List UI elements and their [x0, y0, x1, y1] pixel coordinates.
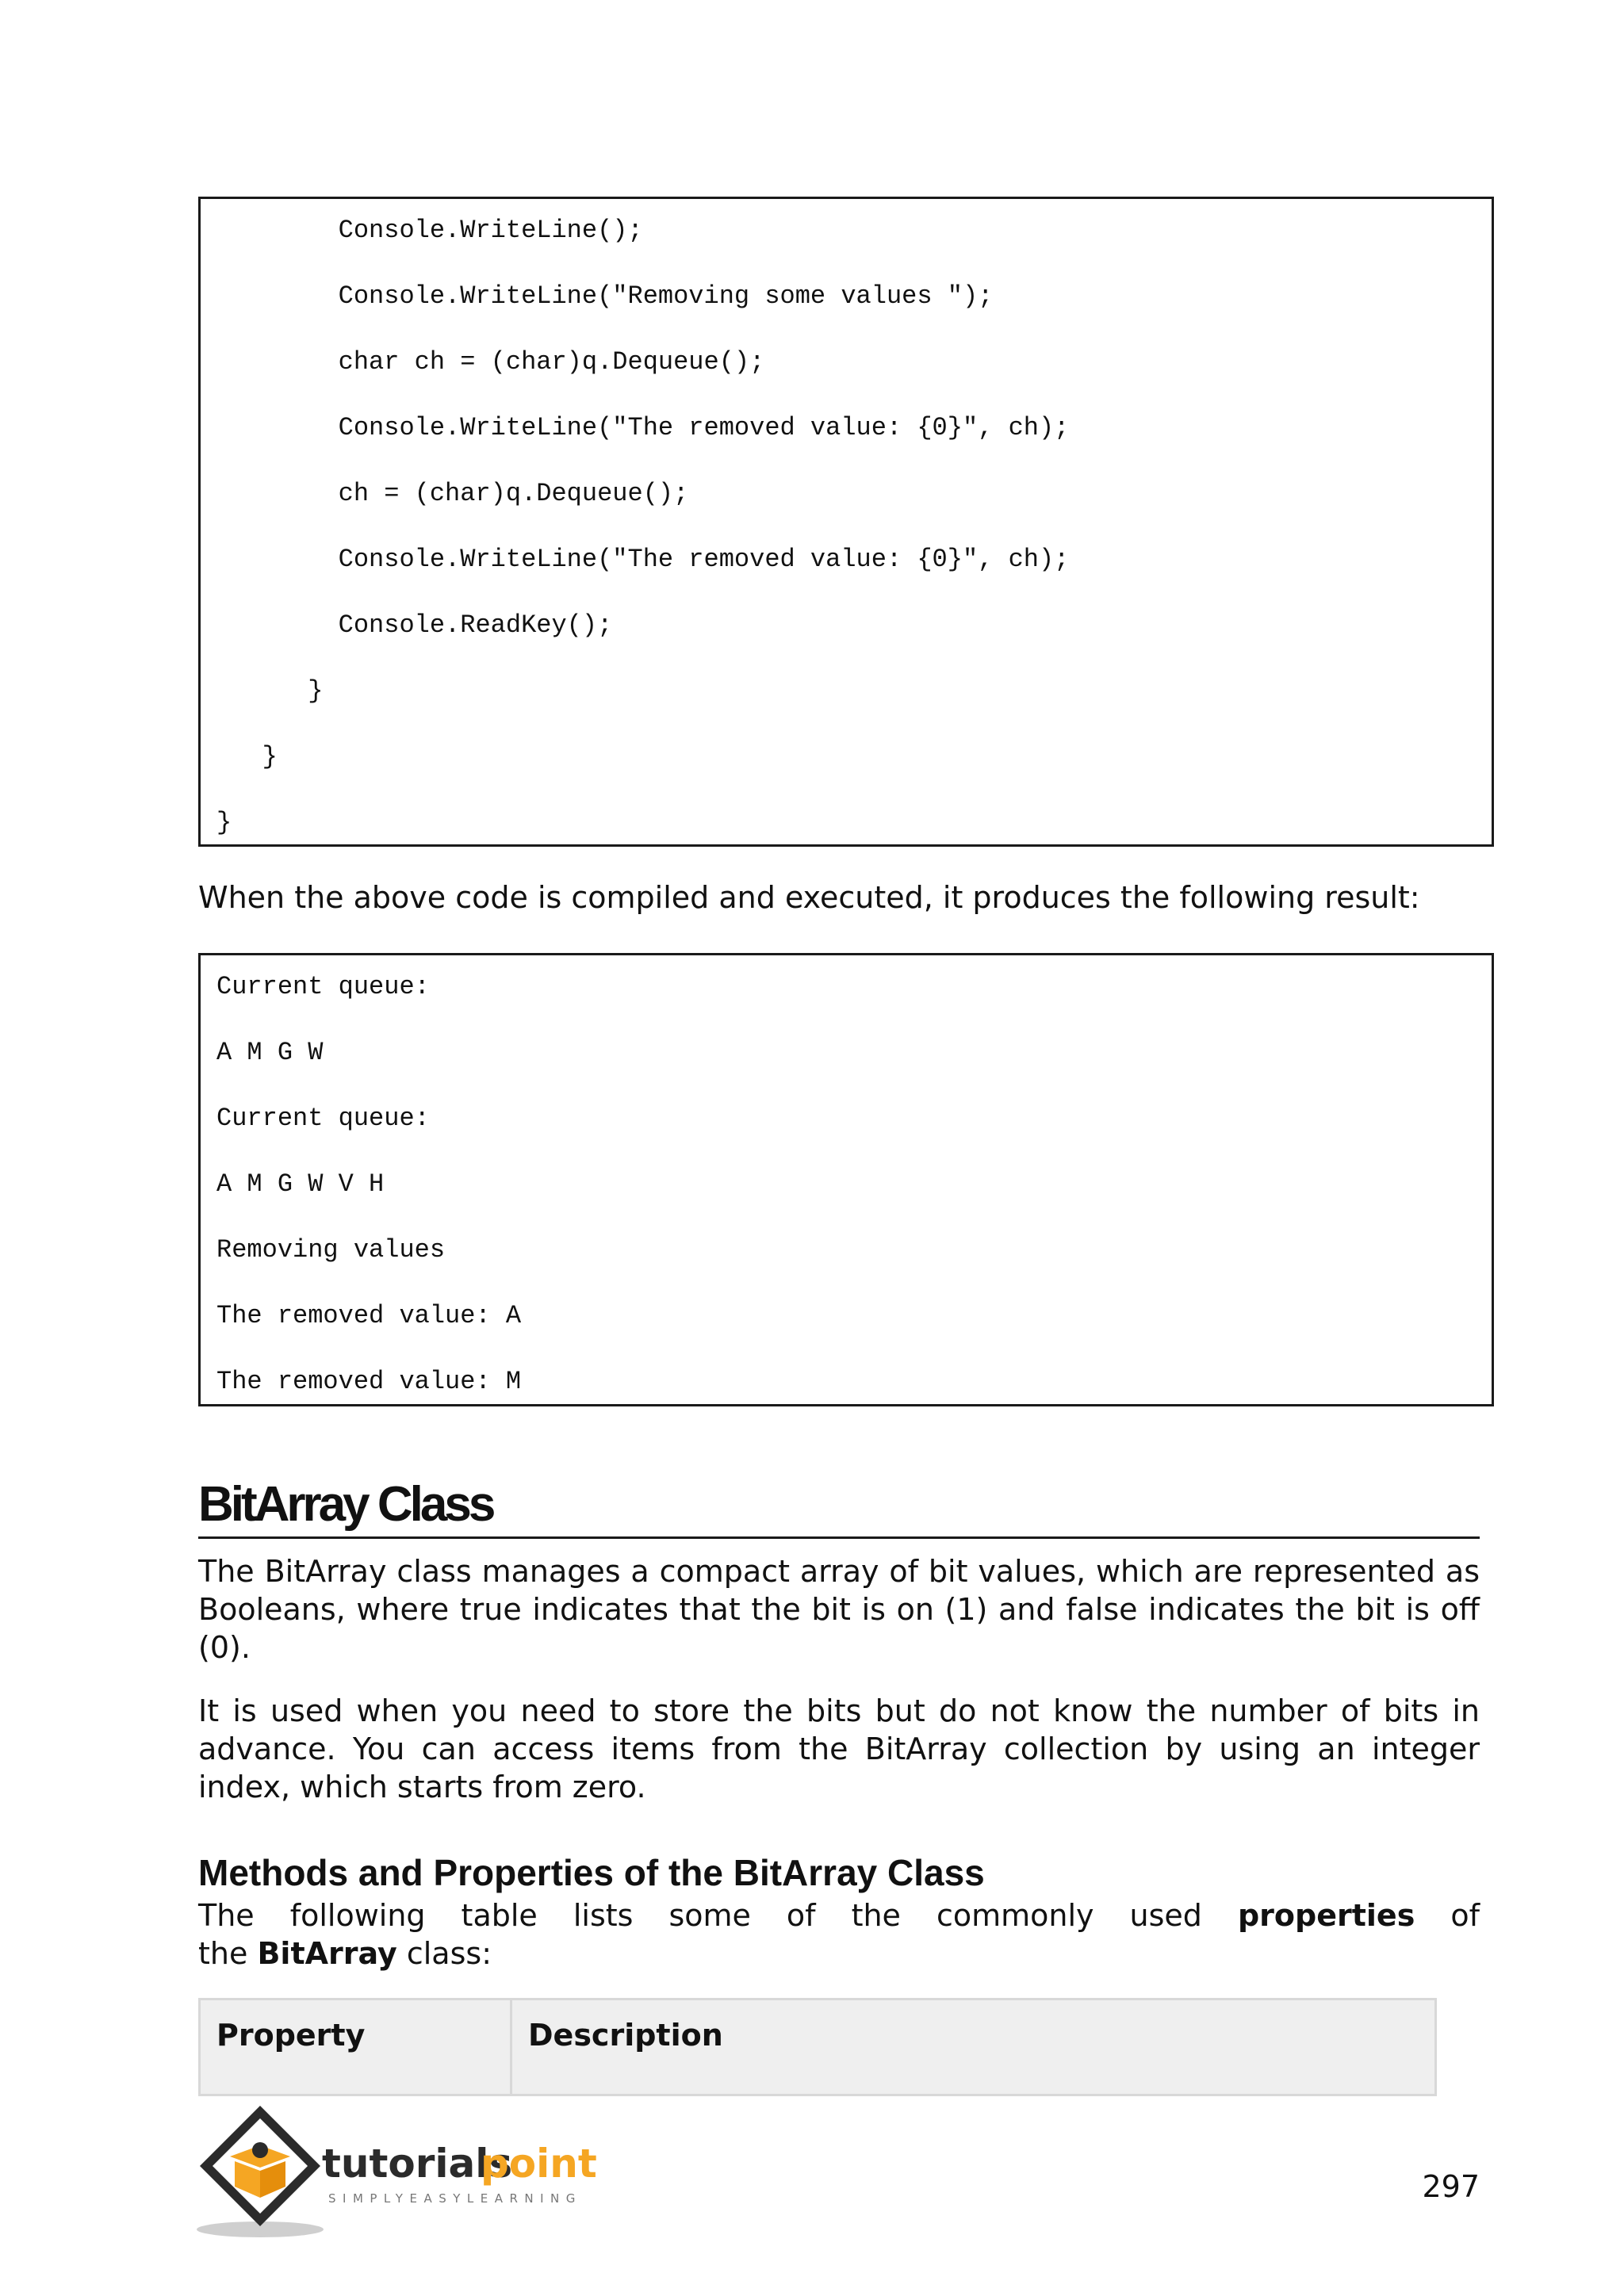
code-line: Console.WriteLine("The removed value: {0}", ch);: [216, 413, 1070, 442]
section-paragraph-2: It is used when you need to store the bits but do not know the number of bits in advance. You can access items from the BitArray collection by using an integer index, which starts from zero.: [198, 1693, 1480, 1804]
code-line: Console.ReadKey();: [216, 610, 613, 640]
logo-graphic: [195, 2101, 647, 2244]
output-line: Current queue:: [216, 972, 430, 1001]
code-block-1: [198, 197, 1494, 847]
result-intro: When the above code is compiled and executed, it produces the following result:: [198, 880, 1420, 915]
logo-figure-head: [252, 2142, 268, 2158]
code-line: }: [216, 808, 232, 837]
properties-table: [198, 1998, 1437, 2096]
output-line: The removed value: A: [216, 1301, 522, 1330]
page-number: 297: [1422, 2169, 1480, 2204]
subsection-heading: Methods and Properties of the BitArray Class: [198, 1852, 985, 1893]
code-line: }: [216, 742, 278, 771]
table-header-row: [200, 1999, 1436, 2095]
code-line: Console.WriteLine("The removed value: {0}", ch);: [216, 545, 1070, 574]
intro-text-of: of: [1450, 1898, 1480, 1933]
code-line: Console.WriteLine("Removing some values ");: [216, 281, 994, 311]
section-paragraph-1: The BitArray class manages a compact array of bit values, which are represented as Booleans, where true indicates that the bit is on (1) and false indicates the bit is off (0).: [198, 1554, 1480, 1665]
code-block-2: [198, 953, 1494, 1406]
code-line: }: [216, 676, 324, 706]
logo-text-primary: tutorials: [322, 2141, 513, 2187]
logo-text-accent: point: [481, 2141, 597, 2187]
logo-tagline: SIMPLYEASYLEARNING: [328, 2191, 582, 2206]
table-header-property: Property: [200, 1999, 511, 2095]
output-line: A M G W V H: [216, 1169, 385, 1199]
section-heading: BitArray Class: [198, 1476, 1480, 1539]
output-line: The removed value: M: [216, 1367, 522, 1396]
intro-text: The following table lists some of the commonly used: [198, 1898, 1202, 1933]
output-line: Removing values: [216, 1235, 446, 1265]
output-line: Current queue:: [216, 1104, 430, 1133]
intro-bold-bitarray: BitArray: [257, 1936, 397, 1971]
code-line: Console.WriteLine();: [216, 216, 643, 245]
code-line: char ch = (char)q.Dequeue();: [216, 347, 765, 377]
tutorialspoint-logo: [195, 2101, 647, 2244]
subsection-intro-line-1: [198, 1896, 1480, 1934]
output-line: A M G W: [216, 1038, 324, 1067]
intro-text-the: the: [198, 1936, 248, 1971]
table-header-description: Description: [511, 1999, 1436, 2095]
intro-bold-properties: properties: [1237, 1898, 1415, 1933]
intro-text-class: class:: [406, 1936, 492, 1971]
subsection-intro-line-2: [198, 1934, 1480, 1973]
code-line: ch = (char)q.Dequeue();: [216, 479, 689, 508]
